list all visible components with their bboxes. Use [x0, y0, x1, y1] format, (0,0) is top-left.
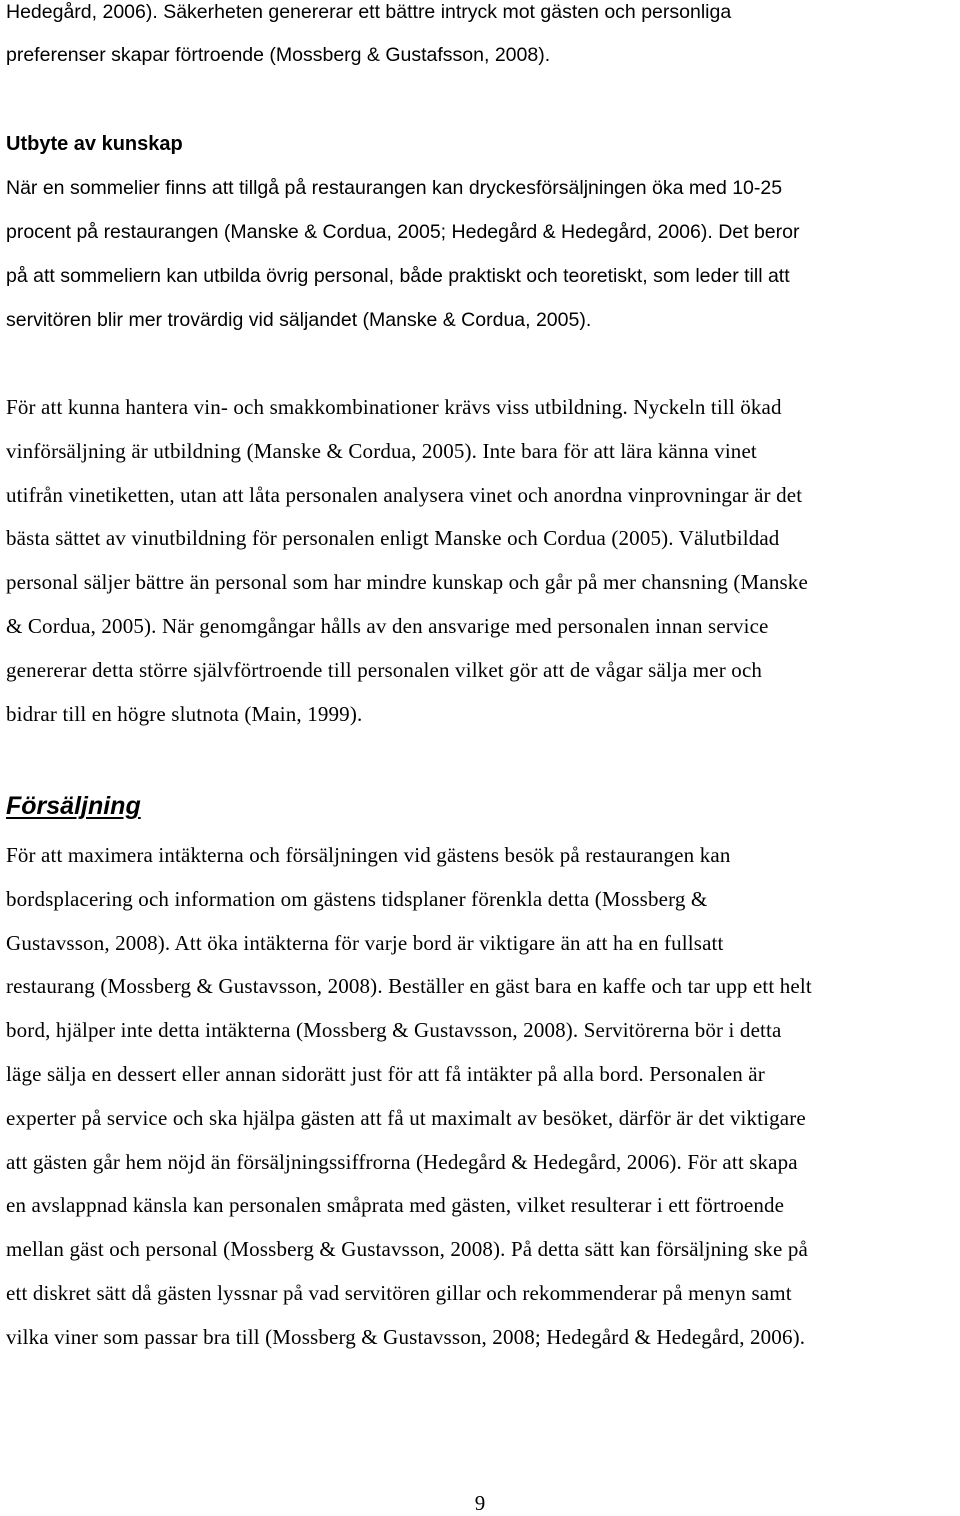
utbyte-p1-line-2: procent på restaurangen (Manske & Cordua, 2005; Hedegård & Hedegård, 2006). Det beror [6, 221, 800, 243]
forsaljning-line-8: att gästen går hem nöjd än försäljningssiffrorna (Hedegård & Hedegård, 2006). För att skapa [6, 1150, 798, 1174]
utbyte-p2-line-3: utifrån vinetiketten, utan att låta personalen analysera vinet och anordna vinprovningar är det [6, 483, 803, 507]
utbyte-p2-line-8: bidrar till en högre slutnota (Main, 1999). [6, 702, 363, 726]
forsaljning-line-12: vilka viner som passar bra till (Mossberg & Gustavsson, 2008; Hedegård & Hedegård, 2006). [6, 1325, 806, 1349]
forsaljning-line-7: experter på service och ska hjälpa gästen att få ut maximalt av besöket, därför är det viktigare [6, 1106, 806, 1130]
forsaljning-line-5: bord, hjälper inte detta intäkterna (Mossberg & Gustavsson, 2008). Servitörerna bör i detta [6, 1018, 782, 1042]
forsaljning-line-2: bordsplacering och information om gästens tidsplaner förenkla detta (Mossberg & [6, 887, 708, 911]
subheading-utbyte-av-kunskap: Utbyte av kunskap [6, 133, 183, 155]
utbyte-p1-line-4: servitören blir mer trovärdig vid säljandet (Manske & Cordua, 2005). [6, 309, 592, 331]
intro-line-1: Hedegård, 2006). Säkerheten genererar ett bättre intryck mot gästen och personliga [6, 1, 732, 23]
forsaljning-line-6: läge sälja en dessert eller annan sidorätt just för att få intäkter på alla bord. Personalen är [6, 1062, 765, 1086]
forsaljning-line-11: ett diskret sätt då gästen lyssnar på vad servitören gillar och rekommenderar på menyn samt [6, 1281, 792, 1305]
utbyte-p2-line-1: För att kunna hantera vin- och smakkombinationer krävs viss utbildning. Nyckeln till ökad [6, 395, 782, 419]
page-number: 9 [474, 1491, 486, 1515]
forsaljning-line-3: Gustavsson, 2008). Att öka intäkterna för varje bord är viktigare än att ha en fullsatt [6, 931, 724, 955]
utbyte-p2-line-6: & Cordua, 2005). När genomgångar hålls av den ansvarige med personalen innan service [6, 614, 769, 638]
utbyte-p1-line-3: på att sommeliern kan utbilda övrig personal, både praktiskt och teoretiskt, som leder till att [6, 265, 790, 287]
utbyte-p2-line-7: genererar detta större självförtroende till personalen vilket gör att de vågar sälja mer och [6, 658, 763, 682]
utbyte-p2-line-4: bästa sättet av vinutbildning för personalen enligt Manske och Cordua (2005). Välutbildad [6, 526, 780, 550]
utbyte-p1-line-1: När en sommelier finns att tillgå på restaurangen kan dryckesförsäljningen öka med 10-25 [6, 177, 783, 199]
utbyte-p2-line-5: personal säljer bättre än personal som har mindre kunskap och går på mer chansning (Manske [6, 570, 808, 594]
intro-line-2: preferenser skapar förtroende (Mossberg & Gustafsson, 2008). [6, 44, 551, 66]
forsaljning-line-10: mellan gäst och personal (Mossberg & Gustavsson, 2008). På detta sätt kan försäljning ske på [6, 1237, 808, 1261]
forsaljning-line-9: en avslappnad känsla kan personalen småprata med gästen, vilket resulterar i ett förtroende [6, 1193, 785, 1217]
utbyte-p2-line-2: vinförsäljning är utbildning (Manske & Cordua, 2005). Inte bara för att lära känna vinet [6, 439, 757, 463]
forsaljning-line-1: För att maximera intäkterna och försäljningen vid gästens besök på restaurangen kan [6, 843, 731, 867]
forsaljning-line-4: restaurang (Mossberg & Gustavsson, 2008). Beställer en gäst bara en kaffe och tar upp ett helt [6, 974, 812, 998]
heading-forsaljning: Försäljning [6, 792, 141, 820]
